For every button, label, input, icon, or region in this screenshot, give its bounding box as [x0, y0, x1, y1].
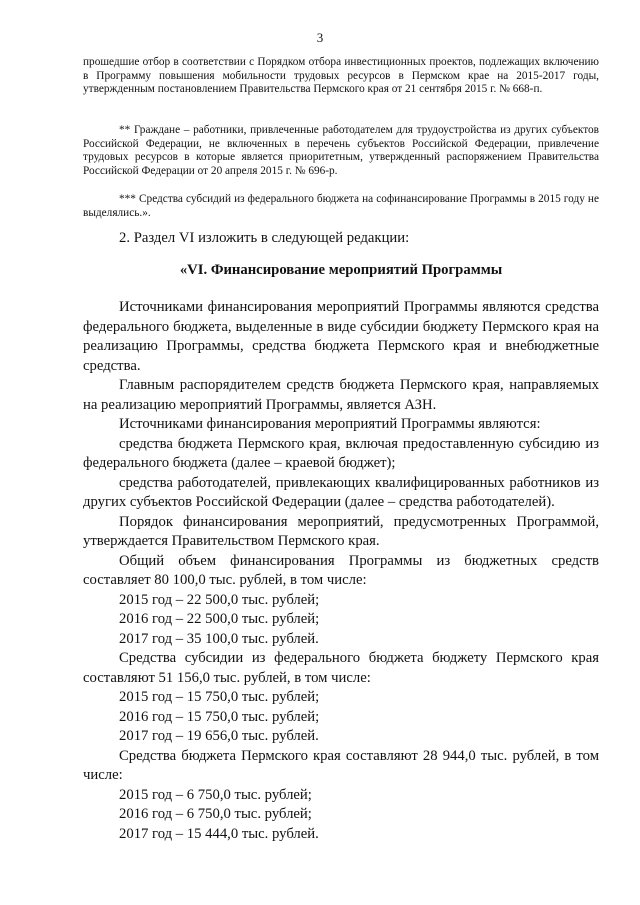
footnote-continuation	[83, 56, 599, 97]
footnote-double-asterisk	[83, 124, 599, 178]
document-body	[83, 229, 599, 844]
list-item: 2015 год – 6 750,0 тыс. рублей;	[119, 786, 312, 803]
paragraph: Общий объем финансирования Программы из бюджетных средств составляет 80 100,0 тыс. рублей, в том числе:	[83, 552, 599, 588]
list-item: 2017 год – 35 100,0 тыс. рублей.	[119, 630, 319, 647]
paragraph: средства бюджета Пермского края, включая предоставленную субсидию из федерального бюджета (далее – краевой бюджет);	[83, 435, 599, 471]
paragraph-intro: 2. Раздел VI изложить в следующей редакции:	[119, 230, 410, 246]
paragraph: Главным распорядителем средств бюджета Пермского края, направляемых на реализацию мероприятий Программы, является АЗН.	[83, 377, 599, 413]
list-item: 2017 год – 15 444,0 тыс. рублей.	[119, 825, 319, 842]
footnote-triple-asterisk	[83, 193, 599, 220]
page-number: 3	[316, 30, 324, 45]
list-item: 2017 год – 19 656,0 тыс. рублей.	[119, 728, 319, 744]
list-item: 2016 год – 22 500,0 тыс. рублей;	[119, 611, 320, 627]
section-heading: «VI. Финансирование мероприятий Программы	[179, 261, 503, 278]
list-item: 2015 год – 22 500,0 тыс. рублей;	[119, 591, 320, 608]
paragraph: средства работодателей, привлекающих квалифицированных работников из других субъектов Российской Федерации (далее – средства работодателей).	[83, 474, 599, 510]
list-item: 2016 год – 6 750,0 тыс. рублей;	[119, 806, 312, 822]
footnote-text: прошедшие отбор в соответствии с Порядком отбора инвестиционных проектов, подлежащих включению в Программу повышения мобильности трудовых ресурсов в Пермском крае на 2015-2017 годы, утвержденным постановлением Правительства Пермского края от 21 сентября 2015 г. № 668-п.	[83, 56, 599, 96]
list-item: 2016 год – 15 750,0 тыс. рублей;	[119, 708, 320, 725]
footnote-text: *** Средства субсидий из федерального бюджета на софинансирование Программы в 2015 году не выделялись.».	[83, 193, 599, 219]
paragraph: Источниками финансирования мероприятий Программы являются:	[119, 416, 541, 432]
paragraph: Источниками финансирования мероприятий Программы являются средства федерального бюджета, выделенные в виде субсидии бюджету Пермского края на реализацию Программы, средства бюджета Пермского края и внебюджетные средства.	[83, 299, 599, 374]
footnote-text: ** Граждане – работники, привлеченные работодателем для трудоустройства из других субъектов Российской Федерации, не включенных в перечень субъектов Российской Федерации, привлечение трудовых ресурсов в которые является приоритетным, утвержденный распоряжением Правительства Российской Федерации от 20 апреля 2015 г. № 696-р.	[83, 124, 599, 177]
paragraph: Средства бюджета Пермского края составляют 28 944,0 тыс. рублей, в том числе:	[83, 747, 599, 783]
paragraph: Средства субсидии из федерального бюджета бюджету Пермского края составляют 51 156,0 тыс. рублей, в том числе:	[83, 650, 599, 686]
paragraph: Порядок финансирования мероприятий, предусмотренных Программой, утверждается Правительством Пермского края.	[83, 513, 599, 549]
list-item: 2015 год – 15 750,0 тыс. рублей;	[119, 689, 320, 705]
